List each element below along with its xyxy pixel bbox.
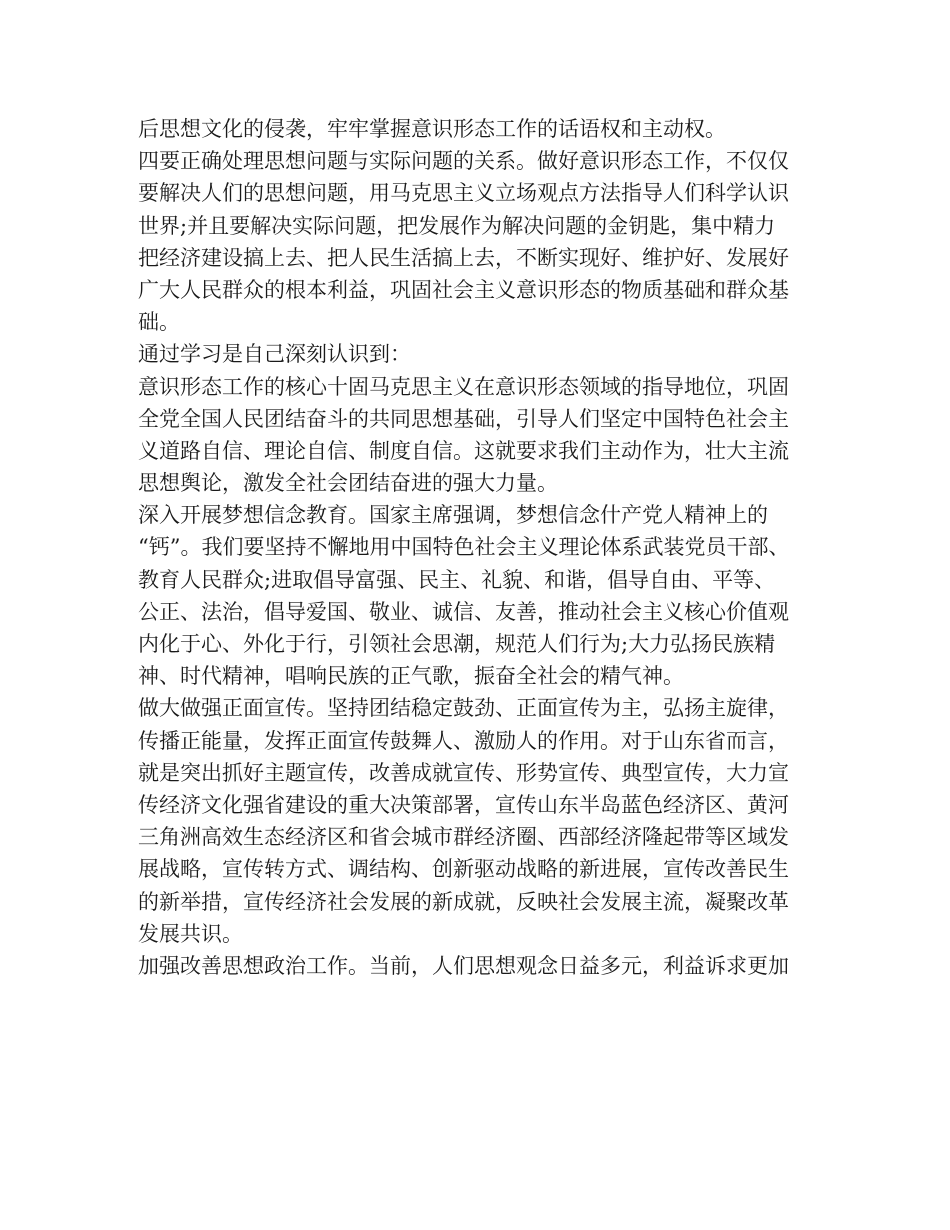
text-line: 公正、法治，倡导爱国、敬业、诚信、友善，推动社会主义核心价值观 (138, 599, 789, 624)
text-line: 后思想文化的侵袭，牢牢掌握意识形态工作的话语权和主动权。 (138, 117, 726, 141)
text-line: 发展共识。 (138, 921, 243, 946)
text-line: 的新举措，宣传经济社会发展的新成就，反映社会发展主流，凝聚改革 (138, 889, 789, 914)
text-line: 把经济建设搞上去、把人民生活搞上去，不断实现好、维护好、发展好 (138, 245, 789, 270)
text-line: 传经济文化强省建设的重大决策部署，宣传山东半岛蓝色经济区、黄河 (138, 792, 789, 817)
text-line: 深入开展梦想信念教育。国家主席强调，梦想信念什产党人精神上的 (138, 503, 768, 528)
text-line: 义道路自信、理论自信、制度自信。这就要求我们主动作为，壮大主流 (138, 438, 789, 463)
text-line: 础。 (138, 310, 180, 335)
text-line: 内化于心、外化于行，引领社会思潮，规范人们行为;大力弘扬民族精 (138, 632, 776, 656)
text-line: 三角洲高效生态经济区和省会城市群经济圈、西部经济隆起带等区域发 (138, 825, 789, 850)
text-line: 通过学习是自己深刻认识到： (138, 342, 411, 367)
text-line: 就是突出抓好主题宣传，改善成就宣传、形势宣传、典型宣传，大力宣 (138, 760, 789, 785)
text-line: 四要正确处理思想问题与实际问题的关系。做好意识形态工作，不仅仅 (138, 149, 789, 174)
text-line: 加强改善思想政治工作。当前，人们思想观念日益多元，利益诉求更加 (138, 953, 789, 978)
text-line: 教育人民群众;进取倡导富强、民主、礼貌、和谐，倡导自由、平等、 (138, 567, 776, 592)
text-line: 广大人民群众的根本利益，巩固社会主义意识形态的物质基础和群众基 (138, 277, 789, 302)
document-body (138, 113, 818, 982)
text-line: 世界;并且要解决实际问题，把发展作为解决问题的金钥匙，集中精力 (138, 213, 776, 238)
text-line: 神、时代精神，唱响民族的正气歌，振奋全社会的精气神。 (138, 664, 684, 689)
text-line: 传播正能量，发挥正面宣传鼓舞人、激励人的作用。对于山东省而言， (138, 728, 789, 753)
text-line: 做大做强正面宣传。坚持团结稳定鼓劲、正面宣传为主，弘扬主旋律， (138, 696, 789, 721)
text-line: “钙”。我们要坚持不懈地用中国特色社会主义理论体系武装党员干部、 (138, 535, 790, 560)
text-line: 意识形态工作的核心十固马克思主义在意识形态领域的指导地位，巩固 (138, 374, 789, 399)
text-line: 思想舆论，激发全社会团结奋进的强大力量。 (138, 471, 558, 496)
text-line: 全党全国人民团结奋斗的共同思想基础，引导人们坚定中国特色社会主 (138, 406, 789, 431)
text-line: 要解决人们的思想问题，用马克思主义立场观点方法指导人们科学认识 (138, 181, 789, 206)
text-line: 展战略，宣传转方式、调结构、创新驱动战略的新进展，宣传改善民生 (138, 857, 789, 882)
